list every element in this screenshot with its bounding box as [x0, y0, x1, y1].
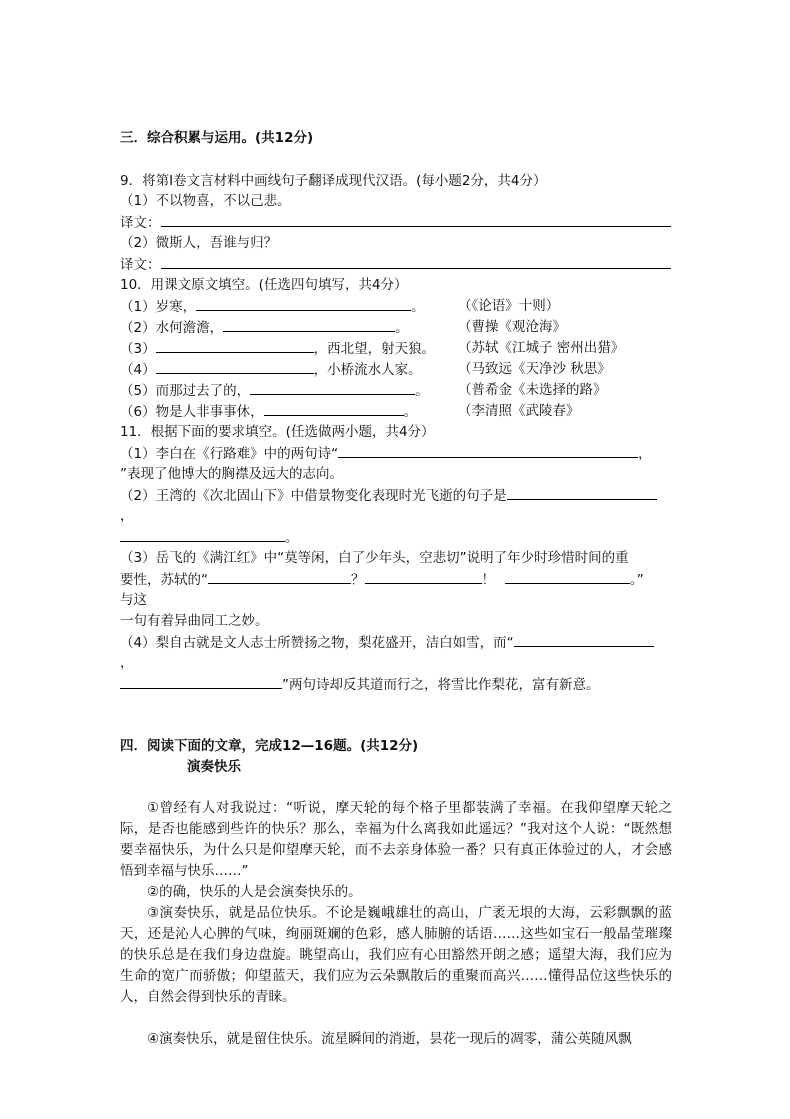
- q9-answer2: [120, 254, 671, 275]
- section3-title: 三．综合积累与运用。(共12分): [120, 130, 314, 146]
- q10-item-2-pre: （2）水何澹澹，: [120, 320, 224, 336]
- q10-item-1-post: 。: [411, 299, 425, 315]
- q10-item-5: [120, 380, 429, 401]
- q11-item4-line2: ，: [120, 655, 134, 671]
- q9-answer2-blank[interactable]: [161, 254, 671, 269]
- q11-prompt: 11．根据下面的要求填空。(任选做两小题，共4分）: [120, 424, 435, 440]
- essay-paragraph-1: ①曾经有人对我说过：“听说，摩天轮的每个格子里都装满了幸福。在我仰望摩天轮之际，是否也能感到些许的快乐？那么，幸福为什么离我如此遥远？”我对这个人说：“既然想要幸福快乐，为什么只是仰望摩天轮，而不去亲身体验一番？只有真正体验过的人，才会感悟到幸福与快乐……”: [120, 800, 672, 879]
- essay-title: 演奏快乐: [187, 759, 241, 775]
- q11-item2-blank2[interactable]: [120, 527, 285, 542]
- q10-item-4-post: ，小桥流水人家。: [313, 362, 422, 378]
- q10-item-6-post: 。: [403, 404, 418, 420]
- q10-item-4: [120, 359, 422, 380]
- q10-item-1: [120, 296, 425, 317]
- q10-item-6-pre: （6）物是人非事事休，: [120, 404, 264, 420]
- q9-prompt: 9．将第Ⅰ卷文言材料中画线句子翻译成现代汉语。(每小题2分，共4分）: [120, 173, 547, 189]
- q11-item1-text: （1）李白在《行路难》中的两句诗“: [120, 446, 339, 462]
- q10-item-2: [120, 317, 409, 338]
- q10-item-3-source: （苏轼《江城子 密州出猎》: [458, 340, 625, 356]
- q11-item3-end: 。”: [630, 572, 644, 588]
- q11-item2-line3: [120, 527, 299, 548]
- q10-item-3-pre: （3）: [120, 341, 156, 357]
- q11-item3-line1: （3）岳飞的《满江红》中“莫等闲，白了少年头，空悲切”说明了年少时珍惜时间的重: [120, 550, 629, 566]
- q11-item1-line2: ”表现了他博大的胸襟及远大的志向。: [120, 466, 343, 482]
- q10-item-4-source: （马致远《天净沙 秋思》: [458, 361, 611, 377]
- q10-item-6-blank[interactable]: [264, 401, 404, 416]
- q10-item-4-blank[interactable]: [156, 359, 314, 374]
- q11-item3-question-mark: ？: [351, 572, 365, 588]
- q10-item-2-post: 。: [395, 320, 409, 336]
- q11-item3-blank1[interactable]: [208, 569, 351, 584]
- q10-item-2-blank[interactable]: [223, 317, 395, 332]
- q10-item-6: [120, 401, 417, 422]
- q10-item-1-pre: （1）岁寒，: [120, 299, 197, 315]
- q10-item-1-source: （《论语》十则）: [458, 298, 560, 314]
- q10-item-5-post: 。: [415, 383, 429, 399]
- q11-item3-line4: 一句有着异曲同工之妙。: [120, 613, 269, 629]
- q11-item3-blank2[interactable]: [365, 569, 482, 584]
- q9-item2: （2）微斯人，吾谁与归？: [120, 235, 278, 251]
- q10-item-2-source: （曹操《观沧海》: [458, 319, 566, 335]
- q11-item2-end: 。: [285, 530, 299, 546]
- essay-paragraph-3: ③演奏快乐，就是品位快乐。不论是巍峨雄壮的高山，广袤无垠的大海，云彩飘飘的蓝天，还是沁人心脾的气味，绚丽斑斓的色彩，感人肺腑的话语……这些如宝石一般晶莹璀璨的快乐总是在我们身边盘旋。眺望高山，我们应有心田豁然开朗之感；遥望大海，我们应为生命的宽广而骄傲；仰望蓝天，我们应为云朵飘散后的重聚而高兴……懂得品位这些快乐的人，自然会得到快乐的青睐。: [120, 905, 672, 1005]
- q11-item4-blank1[interactable]: [514, 632, 654, 647]
- q10-item-4-pre: （4）: [120, 362, 156, 378]
- q11-item1-blank[interactable]: [338, 443, 638, 458]
- q10-item-1-blank[interactable]: [196, 296, 411, 311]
- q10-item-3-blank[interactable]: [156, 338, 314, 353]
- q11-item2-text: （2）王湾的《次北固山下》中借景物变化表现时光飞逝的句子是: [120, 488, 507, 504]
- q11-item4-text: （4）梨自古就是文人志士所赞扬之物，梨花盛开，洁白如雪，而“: [120, 635, 514, 651]
- q11-item4-blank2[interactable]: [120, 674, 282, 689]
- q11-item2-line1: [120, 485, 657, 506]
- q9-answer1-label: 译文：: [120, 215, 161, 231]
- q9-item1: （1）不以物喜，不以己悲。: [120, 193, 291, 209]
- q11-item4-line1: [120, 632, 654, 653]
- q11-item2-blank1[interactable]: [507, 485, 657, 500]
- q11-item3-exclaim: ！: [481, 572, 495, 588]
- q11-item3-blank3[interactable]: [505, 569, 630, 584]
- q11-item3-line3: 与这: [120, 592, 147, 608]
- q9-answer1: [120, 212, 671, 233]
- q11-item1-comma: ，: [638, 446, 652, 462]
- q10-item-6-source: （李清照《武陵春》: [458, 403, 580, 419]
- q10-prompt: 10．用课文原文填空。(任选四句填写，共4分）: [120, 277, 408, 293]
- q9-answer1-blank[interactable]: [161, 212, 671, 227]
- q11-item4-line3: [120, 674, 600, 695]
- q10-item-5-source: （普希金《未选择的路》: [458, 382, 607, 398]
- section4-title: 四．阅读下面的文章，完成12—16题。(共12分): [120, 738, 419, 754]
- q11-item4-end: ”两句诗却反其道而行之，将雪比作梨花，富有新意。: [282, 677, 600, 693]
- q11-item3-pre: 要性，苏轼的“: [120, 572, 208, 588]
- q10-item-5-pre: （5）而那过去了的，: [120, 383, 251, 399]
- q10-item-3: [120, 338, 435, 359]
- essay-paragraph-2: ②的确，快乐的人是会演奏快乐的。: [147, 884, 362, 900]
- essay-paragraph-4: ④演奏快乐，就是留住快乐。流星瞬间的消逝，昙花一现后的凋零，蒲公英随风飘: [147, 1031, 632, 1047]
- q10-item-5-blank[interactable]: [250, 380, 415, 395]
- q9-answer2-label: 译文：: [120, 257, 161, 273]
- q11-item3-line2: [120, 569, 644, 590]
- q10-item-3-post: ，西北望，射天狼。: [313, 341, 436, 357]
- q11-item2-line2: ，: [120, 508, 134, 524]
- q11-item1-line1: [120, 443, 652, 464]
